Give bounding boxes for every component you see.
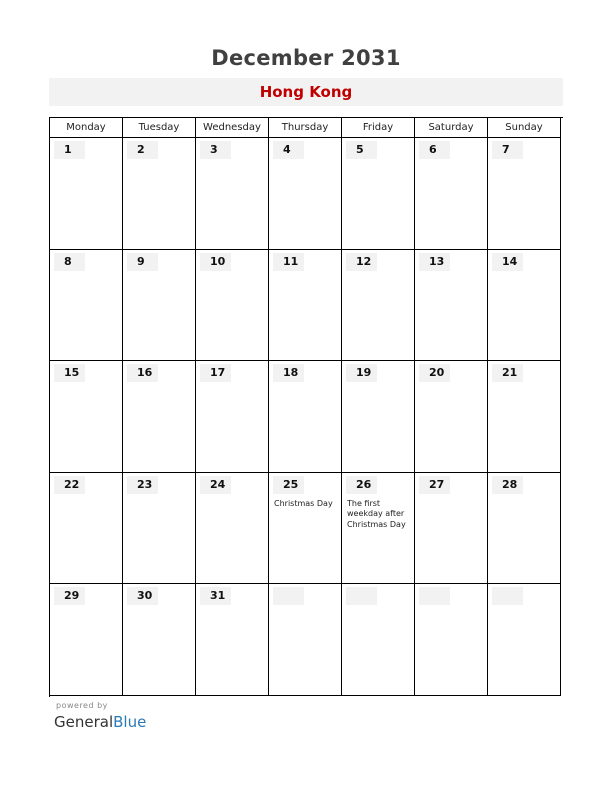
calendar-grid <box>49 117 563 697</box>
brand-logo <box>54 713 146 731</box>
weekday-header: Friday <box>342 118 415 138</box>
day-cell <box>342 138 415 250</box>
brand-blue: Blue <box>113 713 147 731</box>
day-cell <box>50 361 123 473</box>
day-number: 20 <box>419 364 450 382</box>
day-number: 16 <box>127 364 158 382</box>
day-number: 9 <box>127 253 158 271</box>
day-number: 4 <box>273 141 304 159</box>
day-cell <box>415 138 488 250</box>
day-number: 25 <box>273 476 304 494</box>
day-number <box>419 587 450 605</box>
weekday-header: Wednesday <box>196 118 269 138</box>
weekday-header: Sunday <box>488 118 561 138</box>
day-number: 14 <box>492 253 523 271</box>
day-cell <box>123 250 196 362</box>
day-cell <box>196 250 269 362</box>
day-number: 18 <box>273 364 304 382</box>
day-cell <box>415 584 488 696</box>
week-row <box>50 138 563 250</box>
day-number: 10 <box>200 253 231 271</box>
day-cell <box>488 361 561 473</box>
day-cell <box>196 138 269 250</box>
day-number: 19 <box>346 364 377 382</box>
week-row <box>50 361 563 473</box>
day-number: 27 <box>419 476 450 494</box>
holiday-label: The first weekday after Christmas Day <box>347 498 406 529</box>
day-cell <box>269 473 342 585</box>
day-number: 8 <box>54 253 85 271</box>
day-number: 31 <box>200 587 231 605</box>
day-number: 11 <box>273 253 304 271</box>
day-cell <box>269 584 342 696</box>
day-cell <box>415 250 488 362</box>
day-cell <box>50 584 123 696</box>
day-number: 3 <box>200 141 231 159</box>
day-cell <box>488 138 561 250</box>
day-cell <box>123 473 196 585</box>
weekday-header: Thursday <box>269 118 342 138</box>
day-cell <box>488 584 561 696</box>
day-number: 6 <box>419 141 450 159</box>
week-row <box>50 250 563 362</box>
region-label: Hong Kong <box>49 78 563 106</box>
holiday-label: Christmas Day <box>274 498 333 508</box>
day-cell <box>196 473 269 585</box>
day-cell <box>269 250 342 362</box>
day-number: 1 <box>54 141 85 159</box>
week-row <box>50 473 563 585</box>
day-cell <box>196 361 269 473</box>
day-cell <box>342 473 415 585</box>
week-row <box>50 584 563 696</box>
day-number: 5 <box>346 141 377 159</box>
day-number: 22 <box>54 476 85 494</box>
day-number: 12 <box>346 253 377 271</box>
day-number: 29 <box>54 587 85 605</box>
day-number: 13 <box>419 253 450 271</box>
day-number: 28 <box>492 476 523 494</box>
day-cell <box>50 138 123 250</box>
day-number: 24 <box>200 476 231 494</box>
weekday-header: Saturday <box>415 118 488 138</box>
day-cell <box>342 250 415 362</box>
weekday-header: Monday <box>50 118 123 138</box>
day-number: 2 <box>127 141 158 159</box>
day-cell <box>415 361 488 473</box>
page-title: December 2031 <box>211 46 401 70</box>
day-number <box>492 587 523 605</box>
powered-by-text: powered by <box>56 701 108 710</box>
weekday-header-row <box>50 118 563 138</box>
day-number: 15 <box>54 364 85 382</box>
day-cell <box>50 473 123 585</box>
day-cell <box>269 361 342 473</box>
day-number: 21 <box>492 364 523 382</box>
day-cell <box>488 473 561 585</box>
day-cell <box>50 250 123 362</box>
day-number: 17 <box>200 364 231 382</box>
day-cell <box>196 584 269 696</box>
day-cell <box>342 584 415 696</box>
brand-general: General <box>54 713 114 731</box>
day-number: 30 <box>127 587 158 605</box>
day-cell <box>415 473 488 585</box>
day-number: 7 <box>492 141 523 159</box>
day-cell <box>488 250 561 362</box>
day-number: 26 <box>346 476 377 494</box>
day-cell <box>123 584 196 696</box>
weekday-header: Tuesday <box>123 118 196 138</box>
day-cell <box>123 138 196 250</box>
day-cell <box>342 361 415 473</box>
day-number <box>346 587 377 605</box>
day-cell <box>123 361 196 473</box>
day-number <box>273 587 304 605</box>
day-cell <box>269 138 342 250</box>
day-number: 23 <box>127 476 158 494</box>
